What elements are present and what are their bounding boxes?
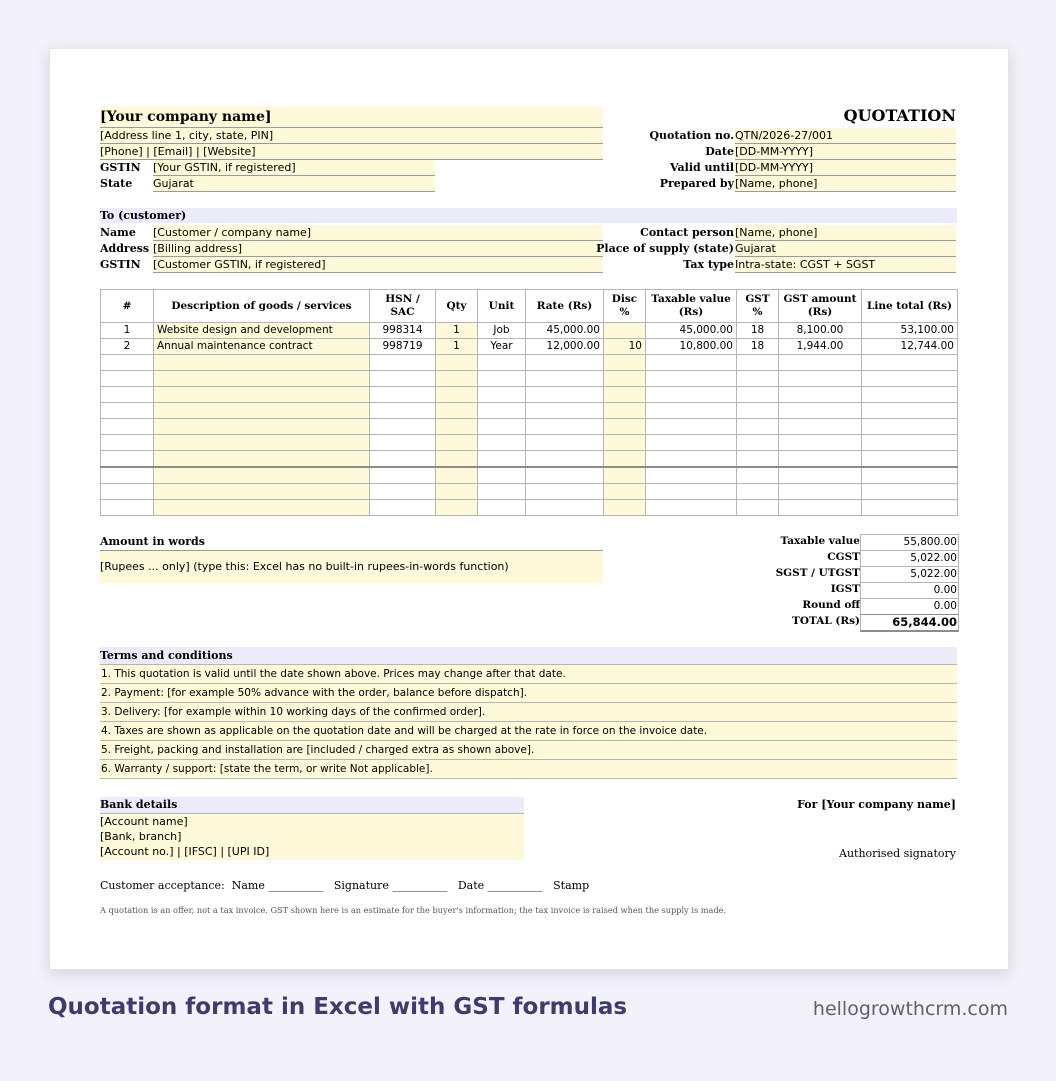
item-description[interactable]: Annual maintenance contract — [154, 339, 370, 355]
col-header-hsn: HSN / SAC — [370, 290, 436, 323]
col-header-unit: Unit — [478, 290, 526, 323]
valid-until-label: Valid until — [670, 161, 734, 174]
quotation-no-label: Quotation no. — [649, 129, 734, 142]
total-igst-label: IGST — [830, 583, 860, 595]
item-line-total: 53,100.00 — [862, 323, 958, 339]
valid-until-value[interactable]: [DD-MM-YYYY] — [735, 160, 956, 176]
item-taxable: 10,800.00 — [646, 339, 737, 355]
items-header-row — [101, 290, 958, 323]
empty-row — [101, 451, 958, 468]
terms-item[interactable]: 6. Warranty / support: [state the term, or write Not applicable]. — [100, 760, 957, 779]
grand-total-label: TOTAL (Rs) — [792, 615, 860, 627]
gstin-label: GSTIN — [100, 161, 141, 174]
item-no: 1 — [101, 323, 154, 339]
items-table — [100, 289, 958, 516]
customer-name-label: Name — [100, 226, 136, 239]
grand-total-value: 65,844.00 — [860, 614, 959, 632]
item-taxable: 45,000.00 — [646, 323, 737, 339]
customer-gstin-value[interactable]: [Customer GSTIN, if registered] — [153, 257, 603, 273]
item-hsn[interactable]: 998719 — [370, 339, 436, 355]
item-hsn[interactable]: 998314 — [370, 323, 436, 339]
total-sgst-label: SGST / UTGST — [775, 567, 860, 579]
empty-row — [101, 387, 958, 403]
place-of-supply-label: Place of supply (state) — [596, 242, 734, 255]
empty-row — [101, 435, 958, 451]
terms-item[interactable]: 5. Freight, packing and installation are [included / charged extra as shown above]. — [100, 741, 957, 760]
empty-row — [101, 403, 958, 419]
doc-title: QUOTATION — [843, 106, 956, 125]
item-disc[interactable] — [604, 323, 646, 339]
item-qty[interactable]: 1 — [436, 323, 478, 339]
company-address[interactable]: [Address line 1, city, state, PIN] — [100, 128, 603, 144]
footer-title: Quotation format in Excel with GST formulas — [48, 994, 628, 1020]
item-qty[interactable]: 1 — [436, 339, 478, 355]
item-no: 2 — [101, 339, 154, 355]
bank-branch[interactable]: [Bank, branch] — [100, 830, 182, 843]
tax-type-value[interactable]: Intra-state: CGST + SGST — [735, 257, 956, 273]
bank-account-name[interactable]: [Account name] — [100, 815, 188, 828]
customer-address-label: Address — [100, 242, 150, 255]
col-header-qty: Qty — [436, 290, 478, 323]
item-gst-amt: 1,944.00 — [779, 339, 862, 355]
item-unit[interactable]: Year — [478, 339, 526, 355]
total-sgst-value: 5,022.00 — [860, 566, 959, 582]
amount-words-label: Amount in words — [100, 535, 205, 548]
place-of-supply-value[interactable]: Gujarat — [735, 241, 956, 257]
terms-item[interactable]: 1. This quotation is valid until the date shown above. Prices may change after that date. — [100, 665, 957, 684]
tax-type-label: Tax type — [683, 258, 734, 271]
item-rate[interactable]: 45,000.00 — [526, 323, 604, 339]
empty-row — [101, 484, 958, 500]
bank-label: Bank details — [100, 797, 524, 814]
customer-acceptance-line: Customer acceptance: Name __________ Signature __________ Date __________ Stamp — [100, 879, 590, 892]
col-header-line-total: Line total (Rs) — [862, 290, 958, 323]
total-taxable-value: 55,800.00 — [860, 534, 959, 550]
bank-details-block[interactable] — [100, 814, 524, 860]
company-name[interactable]: [Your company name] — [100, 107, 603, 128]
company-contact[interactable]: [Phone] | [Email] | [Website] — [100, 144, 603, 160]
quotation-sheet — [49, 48, 1009, 970]
prepared-by-value[interactable]: [Name, phone] — [735, 176, 956, 192]
terms-item[interactable]: 2. Payment: [for example 50% advance with the order, balance before dispatch]. — [100, 684, 957, 703]
amount-words-value[interactable]: [Rupees ... only] (type this: Excel has no built-in rupees-in-words function) — [100, 550, 603, 583]
empty-row — [101, 355, 958, 371]
state-label: State — [100, 177, 133, 190]
col-header-disc: Disc % — [604, 290, 646, 323]
total-cgst-value: 5,022.00 — [860, 550, 959, 566]
col-header-taxable: Taxable value (Rs) — [646, 290, 737, 323]
item-rate[interactable]: 12,000.00 — [526, 339, 604, 355]
customer-gstin-label: GSTIN — [100, 258, 141, 271]
date-value[interactable]: [DD-MM-YYYY] — [735, 144, 956, 160]
company-state[interactable]: Gujarat — [153, 176, 435, 192]
empty-row — [101, 500, 958, 516]
contact-person-label: Contact person — [640, 226, 734, 239]
customer-section-label: To (customer) — [100, 208, 957, 223]
terms-item[interactable]: 4. Taxes are shown as applicable on the quotation date and will be charged at the rate in force on the invoice date. — [100, 722, 957, 741]
for-company-label: For [Your company name] — [797, 798, 956, 811]
customer-name-value[interactable]: [Customer / company name] — [153, 225, 603, 241]
item-description[interactable]: Website design and development — [154, 323, 370, 339]
total-taxable-label: Taxable value — [780, 535, 860, 547]
table-row — [101, 339, 958, 355]
col-header-no: # — [101, 290, 154, 323]
disclaimer-text: A quotation is an offer, not a tax invoice. GST shown here is an estimate for the buyer's information; the tax invoice is raised when the supply is made. — [100, 905, 727, 915]
terms-label: Terms and conditions — [100, 647, 957, 665]
total-cgst-label: CGST — [827, 551, 860, 563]
item-gst-amt: 8,100.00 — [779, 323, 862, 339]
terms-item[interactable]: 3. Delivery: [for example within 10 working days of the confirmed order]. — [100, 703, 957, 722]
authorised-signatory-label: Authorised signatory — [839, 847, 956, 860]
total-round-off-label: Round off — [802, 599, 860, 611]
col-header-description: Description of goods / services — [154, 290, 370, 323]
customer-address-value[interactable]: [Billing address] — [153, 241, 603, 257]
bank-account-no[interactable]: [Account no.] | [IFSC] | [UPI ID] — [100, 845, 270, 858]
item-disc[interactable]: 10 — [604, 339, 646, 355]
item-gst-pct[interactable]: 18 — [737, 323, 779, 339]
total-round-off-value[interactable]: 0.00 — [860, 598, 959, 614]
prepared-by-label: Prepared by — [659, 177, 734, 190]
contact-person-value[interactable]: [Name, phone] — [735, 225, 956, 241]
company-gstin[interactable]: [Your GSTIN, if registered] — [153, 160, 435, 176]
empty-row — [101, 371, 958, 387]
date-label: Date — [705, 145, 734, 158]
item-line-total: 12,744.00 — [862, 339, 958, 355]
item-gst-pct[interactable]: 18 — [737, 339, 779, 355]
col-header-gst-pct: GST % — [737, 290, 779, 323]
item-unit[interactable]: Job — [478, 323, 526, 339]
quotation-no-value[interactable]: QTN/2026-27/001 — [735, 128, 956, 144]
col-header-gst-amt: GST amount (Rs) — [779, 290, 862, 323]
empty-row — [101, 419, 958, 435]
col-header-rate: Rate (Rs) — [526, 290, 604, 323]
table-row — [101, 323, 958, 339]
empty-row — [101, 467, 958, 484]
footer-site[interactable]: hellogrowthcrm.com — [812, 998, 1008, 1020]
total-igst-value: 0.00 — [860, 582, 959, 598]
